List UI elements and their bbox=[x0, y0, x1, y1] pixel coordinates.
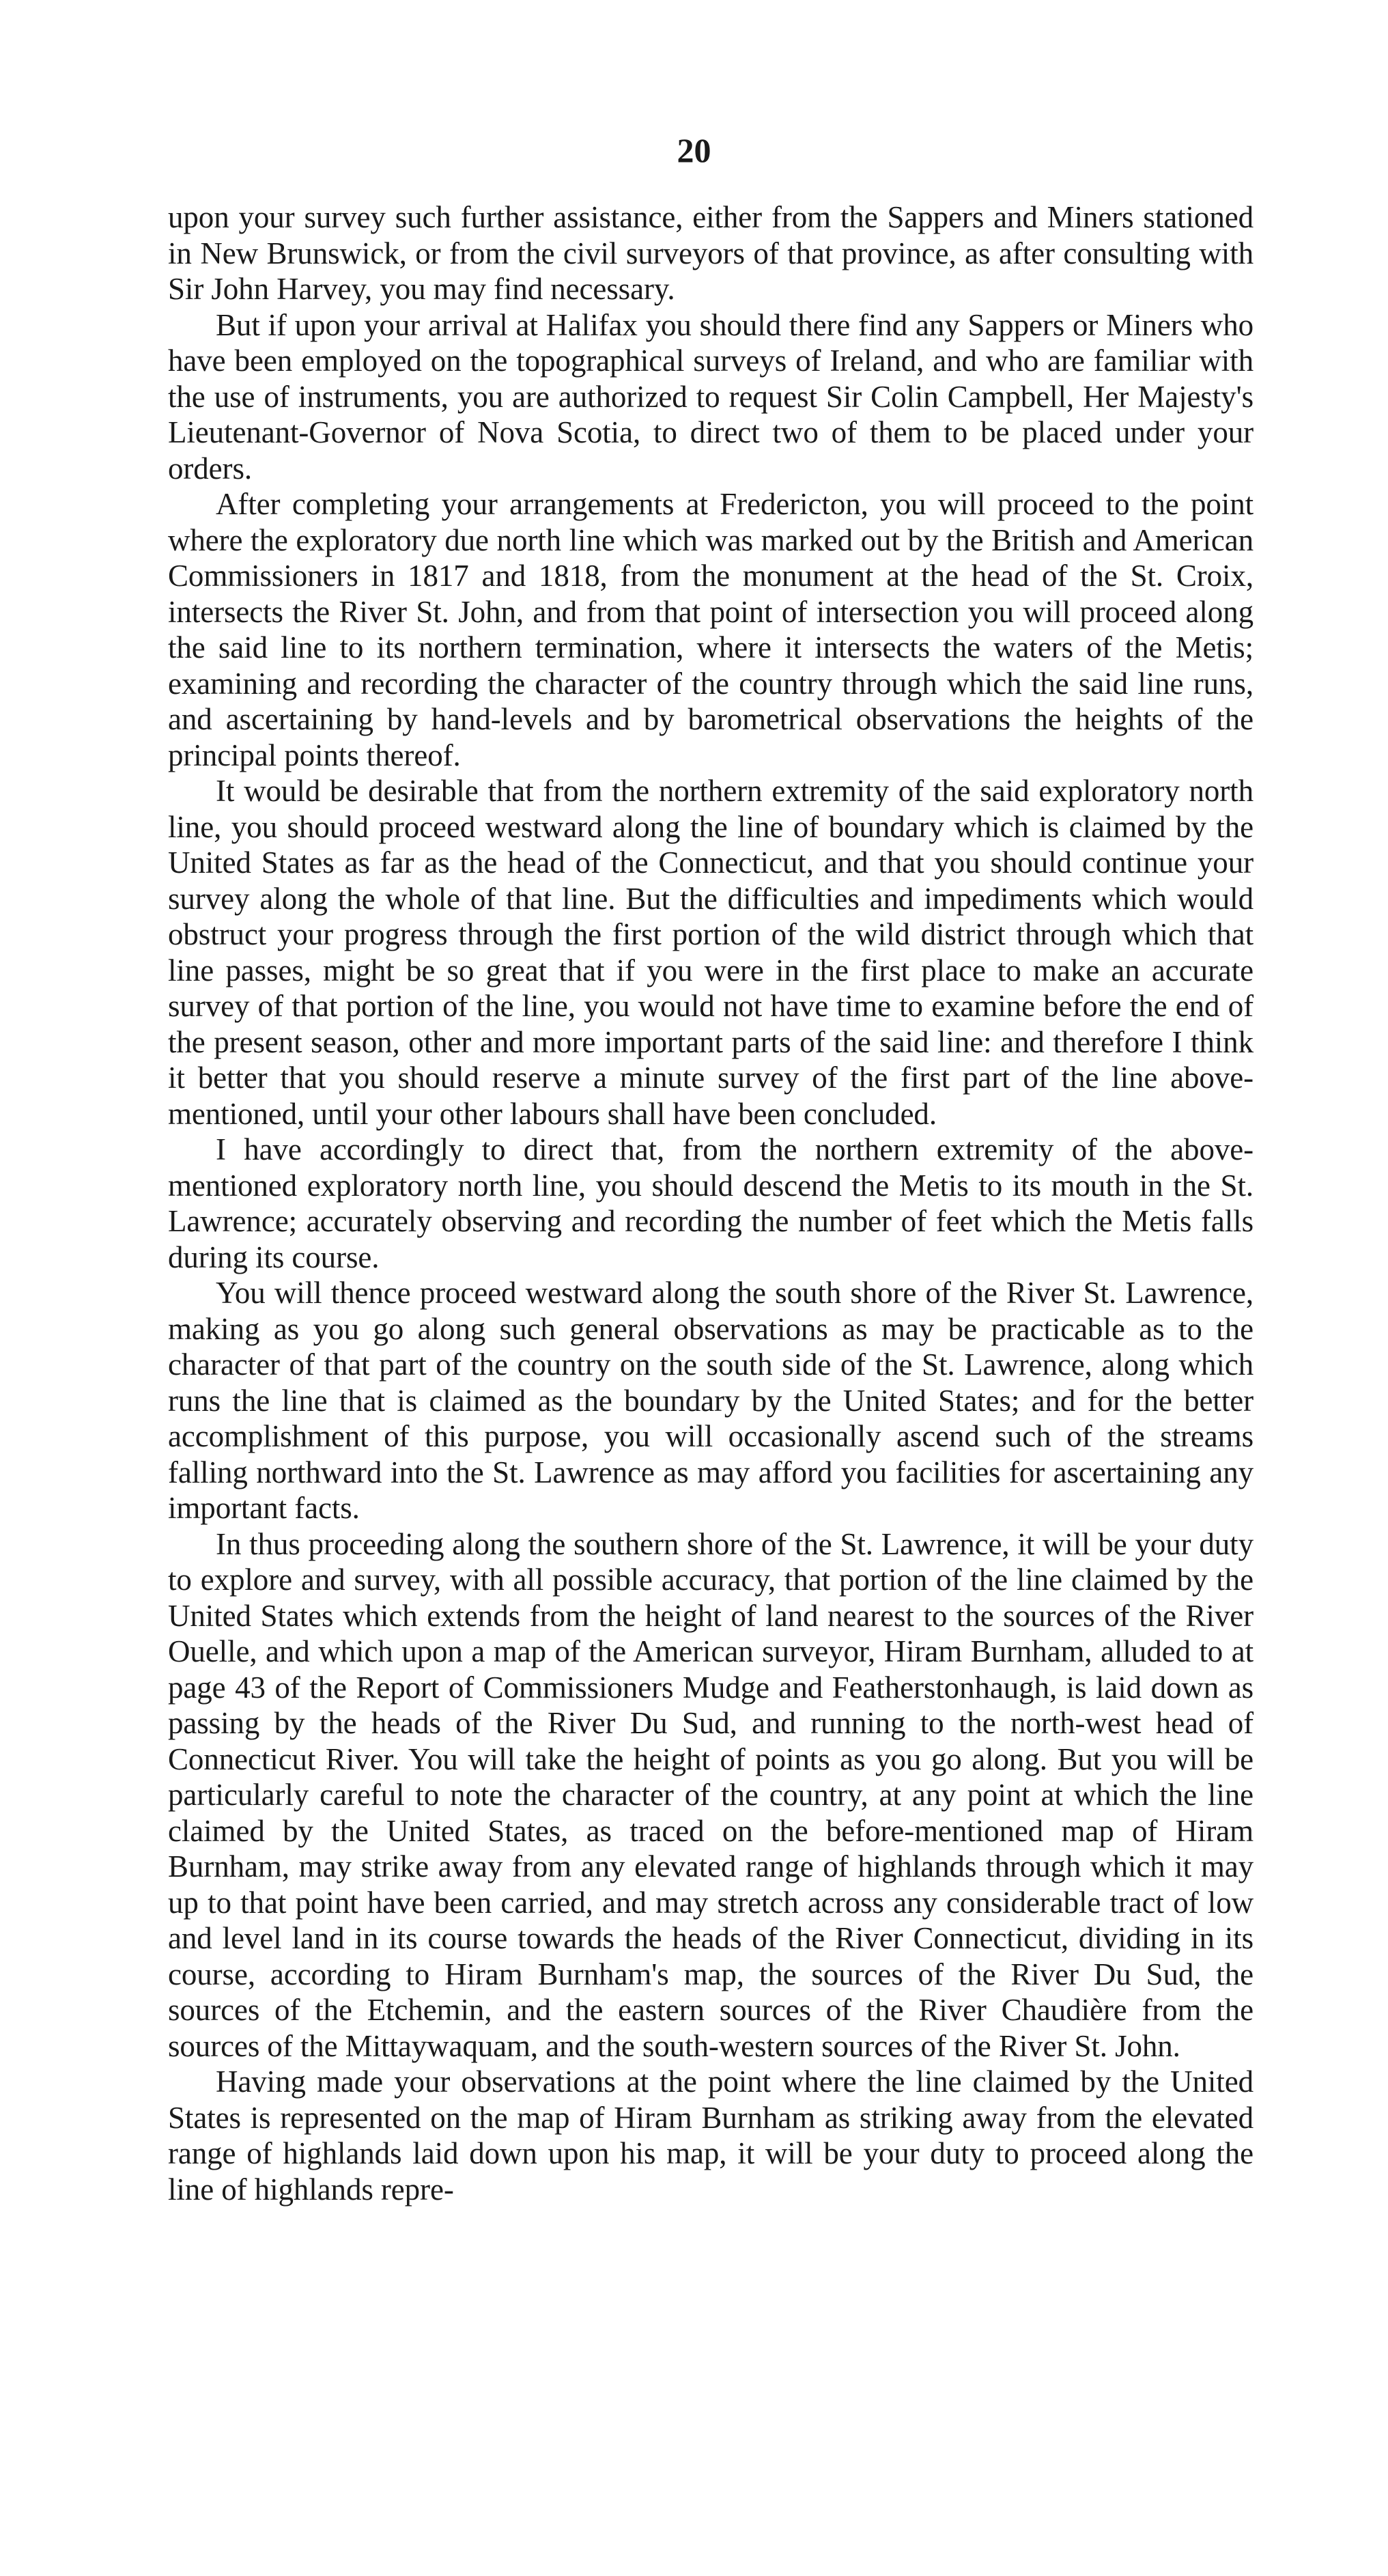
body-text bbox=[168, 199, 1254, 2207]
paragraph-4: It would be desirable that from the northern extremity of the said exploratory north line, you should proceed westward along the line of boundary which is claimed by the United States as far as the head of the Connecticut, and that you should continue your survey along the whole of that line. But the difficulties and impediments which would obstruct your progress through the first portion of the wild district through which that line passes, might be so great that if you were in the first place to make an accurate survey of that portion of the line, you would not have time to examine before the end of the present season, other and more important parts of the said line: and therefore I think it better that you should reserve a minute survey of the first part of the line above-mentioned, until your other labours shall have been concluded. bbox=[168, 774, 1254, 1131]
paragraph-7: In thus proceeding along the southern shore of the St. Lawrence, it will be your duty to explore and survey, with all possible accuracy, that portion of the line claimed by the United States which extends from the height of land nearest to the sources of the River Ouelle, and which upon a map of the American surveyor, Hiram Burnham, alluded to at page 43 of the Report of Commissioners Mudge and Featherstonhaugh, is laid down as passing by the heads of the River Du Sud, and running to the north-west head of Connecticut River. You will take the height of points as you go along. But you will be particularly careful to note the character of the country, at any point at which the line claimed by the United States, as traced on the before-mentioned map of Hiram Burnham, may strike away from any elevated range of highlands through which it may up to that point have been carried, and may stretch across any considerable tract of low and level land in its course towards the heads of the River Connecticut, dividing in its course, according to Hiram Burnham's map, the sources of the River Du Sud, the sources of the Etchemin, and the eastern sources of the River Chaudière from the sources of the Mittaywaquam, and the south-western sources of the River St. John. bbox=[168, 1526, 1254, 2063]
paragraph-2: But if upon your arrival at Halifax you should there find any Sappers or Miners who have been employed on the topographical surveys of Ireland, and who are familiar with the use of instruments, you are authorized to request Sir Colin Campbell, Her Majesty's Lieutenant-Governor of Nova Scotia, to direct two of them to be placed under your orders. bbox=[168, 307, 1254, 486]
paragraph-6: You will thence proceed westward along the south shore of the River St. Lawrence, making as you go along such general observations as may be practicable as to the character of that part of the country on the south side of the St. Lawrence, along which runs the line that is claimed as the boundary by the United States; and for the better accomplishment of this purpose, you will occasionally ascend such of the streams falling northward into the St. Lawrence as may afford you facilities for ascertaining any important facts. bbox=[168, 1276, 1254, 1525]
paragraph-5: I have accordingly to direct that, from the northern extremity of the above-mentioned exploratory north line, you should descend the Metis to its mouth in the St. Lawrence; accurately observing and recording the number of feet which the Metis falls during its course. bbox=[168, 1132, 1254, 1274]
paragraph-3: After completing your arrangements at Fredericton, you will proceed to the point where the exploratory due north line which was marked out by the British and American Commissioners in 1817 and 1818, from the monument at the head of the St. Croix, intersects the River St. John, and from that point of intersection you will proceed along the said line to its northern termination, where it intersects the waters of the Metis; examining and recording the character of the country through which the said line runs, and ascertaining by hand-levels and by barometrical observations the heights of the principal points thereof. bbox=[168, 487, 1254, 772]
paragraph-8: Having made your observations at the point where the line claimed by the United States is represented on the map of Hiram Burnham as striking away from the elevated range of highlands laid down upon his map, it will be your duty to proceed along the line of highlands repre- bbox=[168, 2064, 1254, 2207]
paragraph-1: upon your survey such further assistance, either from the Sappers and Miners stationed in New Brunswick, or from the civil surveyors of that province, as after consulting with Sir John Harvey, you may find necessary. bbox=[168, 200, 1254, 306]
page-number: 20 bbox=[677, 131, 711, 169]
